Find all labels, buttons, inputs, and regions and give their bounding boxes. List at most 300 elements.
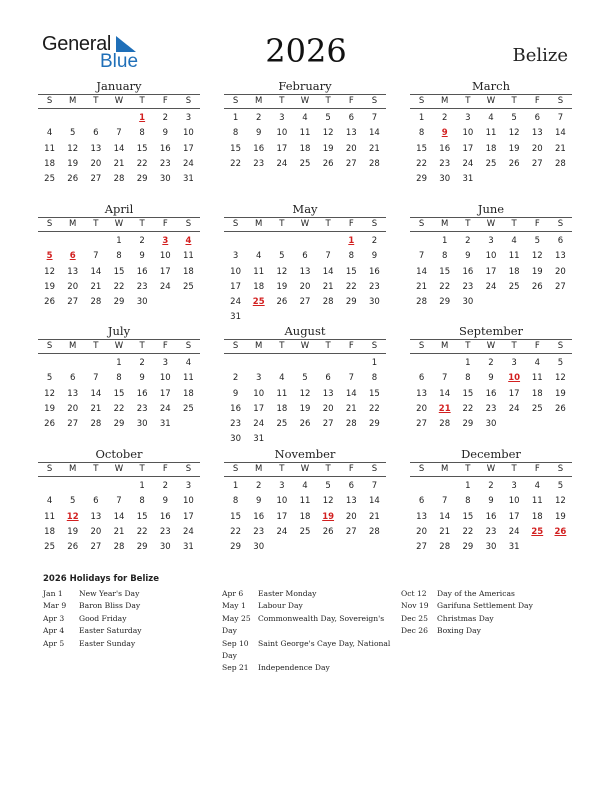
holiday-name: New Year's Day [79, 589, 140, 598]
day-cell: 25 [44, 174, 55, 185]
day-cell: 21 [322, 281, 334, 292]
holiday-name: Easter Sunday [79, 638, 136, 648]
day-cell: 30 [485, 419, 497, 430]
day-cell: 16 [253, 511, 265, 522]
day-cell: 21 [416, 281, 427, 292]
month-title: July [107, 324, 131, 338]
day-cell: 31 [159, 419, 171, 430]
holiday-date: Apr 4 [43, 626, 65, 636]
day-grid [410, 354, 572, 432]
holiday-column [43, 588, 213, 650]
day-cell: 5 [534, 236, 540, 246]
day-cell: 3 [162, 358, 168, 368]
day-cell: 8 [371, 373, 378, 384]
weekday-header: T [465, 219, 471, 229]
day-cell: 24 [276, 526, 288, 537]
holiday-column [222, 588, 394, 675]
day-cell: 19 [555, 511, 566, 522]
day-cell: 7 [93, 251, 99, 262]
day-cell: 25 [44, 542, 55, 553]
day-cell: 24 [159, 403, 171, 414]
day-cell: 15 [462, 388, 474, 399]
day-cell: 20 [299, 281, 311, 292]
day-cell: 3 [256, 373, 262, 384]
day-cell: 22 [230, 526, 241, 537]
day-cell: 17 [183, 143, 194, 154]
day-cell: 24 [183, 158, 194, 169]
day-cell: 12 [67, 143, 79, 154]
weekday-header-row [38, 217, 200, 232]
day-cell: 11 [276, 388, 288, 399]
day-cell: 19 [555, 388, 566, 399]
day-cell: 6 [325, 373, 331, 384]
day-cell: 5 [46, 373, 53, 384]
day-empty [317, 356, 340, 371]
day-cell: 26 [322, 158, 334, 169]
weekday-header-row [410, 339, 572, 354]
day-cell: 21 [345, 403, 357, 414]
holiday-name: Baron Bliss Day [79, 601, 141, 611]
day-cell: 17 [508, 511, 520, 522]
weekday-header: F [534, 341, 540, 351]
day-cell: 2 [162, 481, 168, 491]
day-cell: 18 [485, 143, 497, 154]
day-cell: 14 [439, 388, 451, 399]
day-cell: 30 [159, 174, 171, 185]
day-cell: 11 [183, 251, 194, 262]
holiday-item [401, 588, 571, 600]
day-cell: 6 [534, 113, 540, 123]
weekday-header: S [46, 219, 53, 229]
day-cell: 15 [230, 143, 241, 154]
weekday-header: W [114, 341, 124, 351]
day-holiday: 21 [438, 403, 451, 414]
day-cell: 4 [511, 236, 517, 246]
day-empty [433, 479, 456, 494]
day-cell: 15 [416, 143, 427, 154]
day-cell: 1 [139, 481, 145, 491]
day-cell: 14 [369, 128, 380, 139]
weekday-header-row [410, 217, 572, 232]
day-cell: 30 [462, 297, 474, 308]
day-cell: 21 [90, 403, 102, 414]
weekday-header: W [114, 96, 124, 106]
day-cell: 5 [70, 496, 76, 507]
day-cell: 19 [276, 281, 288, 292]
weekday-header: T [279, 96, 285, 106]
day-cell: 29 [439, 297, 451, 308]
day-cell: 27 [416, 419, 427, 430]
weekday-header: T [465, 464, 471, 474]
day-cell: 22 [439, 281, 451, 292]
day-cell: 29 [136, 542, 148, 553]
holiday-item [222, 638, 394, 663]
day-cell: 8 [232, 496, 239, 507]
day-cell: 17 [183, 511, 194, 522]
day-cell: 12 [555, 373, 566, 384]
day-cell: 7 [442, 496, 448, 507]
day-cell: 27 [555, 281, 566, 292]
day-cell: 30 [485, 542, 497, 553]
day-cell: 13 [322, 388, 334, 399]
weekday-header: M [441, 464, 449, 474]
day-cell: 20 [345, 143, 357, 154]
day-cell: 18 [44, 158, 55, 169]
day-cell: 22 [113, 403, 125, 414]
day-cell: 23 [485, 403, 497, 414]
day-cell: 22 [113, 281, 125, 292]
weekday-header: T [465, 96, 471, 106]
weekday-header: S [185, 219, 192, 229]
day-empty [84, 234, 107, 249]
day-empty [61, 479, 84, 494]
day-cell: 8 [116, 373, 122, 384]
day-cell: 21 [439, 526, 451, 537]
month-may [224, 202, 386, 326]
day-cell: 14 [113, 143, 125, 154]
holiday-item [43, 625, 213, 637]
day-cell: 24 [485, 281, 497, 292]
day-cell: 1 [371, 358, 378, 368]
day-cell: 16 [136, 388, 148, 399]
weekday-header: M [69, 341, 77, 351]
day-cell: 29 [345, 297, 357, 308]
day-empty [38, 234, 61, 249]
weekday-header: M [69, 219, 77, 229]
day-cell: 11 [485, 128, 497, 139]
day-cell: 26 [44, 297, 55, 308]
day-cell: 10 [462, 128, 474, 139]
day-cell: 6 [557, 236, 564, 246]
day-empty [84, 479, 107, 494]
day-cell: 18 [253, 281, 265, 292]
weekday-header: F [348, 96, 354, 106]
weekday-header: W [114, 464, 124, 474]
day-cell: 15 [369, 388, 380, 399]
day-cell: 28 [113, 174, 125, 185]
weekday-header: S [232, 219, 239, 229]
day-cell: 11 [531, 496, 543, 507]
day-cell: 10 [276, 128, 288, 139]
day-cell: 26 [555, 403, 566, 414]
day-cell: 3 [488, 236, 494, 246]
day-empty [270, 356, 293, 371]
weekday-header-row [224, 217, 386, 232]
day-cell: 22 [136, 158, 148, 169]
day-cell: 7 [557, 113, 564, 123]
day-cell: 15 [136, 511, 148, 522]
weekday-header: W [300, 464, 310, 474]
day-grid [38, 354, 200, 432]
month-title: April [104, 202, 134, 216]
day-cell: 27 [90, 174, 102, 185]
holiday-date: Sep 10 [222, 638, 249, 648]
day-cell: 8 [232, 128, 239, 139]
weekday-header: S [557, 341, 564, 351]
day-empty [61, 356, 84, 371]
day-cell: 14 [555, 128, 566, 139]
day-cell: 1 [465, 481, 471, 491]
weekday-header-row [224, 94, 386, 109]
day-cell: 20 [531, 143, 543, 154]
holiday-item [401, 613, 571, 625]
day-cell: 5 [511, 113, 517, 123]
day-cell: 24 [230, 297, 241, 308]
month-title: January [96, 79, 142, 93]
day-cell: 9 [162, 128, 168, 139]
day-cell: 21 [369, 511, 380, 522]
day-cell: 4 [534, 481, 540, 491]
day-holiday: 25 [531, 526, 544, 537]
day-holiday: 1 [139, 113, 146, 123]
holiday-item [43, 638, 213, 650]
weekday-header: M [255, 96, 263, 106]
day-cell: 28 [416, 297, 427, 308]
day-cell: 3 [185, 113, 192, 123]
day-cell: 4 [46, 128, 53, 139]
weekday-header: T [93, 341, 99, 351]
day-cell: 21 [90, 281, 102, 292]
day-cell: 23 [485, 526, 497, 537]
weekday-header-row [38, 462, 200, 477]
day-cell: 30 [159, 542, 171, 553]
day-cell: 8 [348, 251, 354, 262]
day-empty [107, 111, 130, 126]
day-cell: 31 [230, 312, 241, 323]
day-cell: 9 [488, 496, 494, 507]
day-empty [38, 479, 61, 494]
day-cell: 2 [139, 358, 145, 368]
day-empty [247, 234, 270, 249]
weekday-header: F [348, 464, 354, 474]
day-cell: 25 [299, 158, 311, 169]
holiday-item [43, 600, 213, 612]
day-cell: 16 [485, 388, 497, 399]
day-cell: 19 [322, 143, 334, 154]
day-cell: 5 [325, 481, 331, 491]
weekday-header: M [441, 341, 449, 351]
day-cell: 3 [511, 358, 517, 368]
month-title: August [284, 324, 326, 338]
day-cell: 29 [416, 174, 427, 185]
month-title: March [472, 79, 510, 93]
day-cell: 16 [485, 511, 497, 522]
day-cell: 3 [279, 113, 285, 123]
holiday-name: Garifuna Settlement Day [437, 601, 533, 611]
holiday-date: Apr 6 [222, 589, 244, 598]
day-cell: 27 [67, 297, 79, 308]
day-cell: 5 [279, 251, 285, 262]
day-cell: 4 [488, 113, 494, 123]
weekday-header: F [534, 464, 540, 474]
day-cell: 15 [345, 266, 357, 277]
day-empty [224, 234, 247, 249]
day-grid [38, 477, 200, 555]
day-cell: 12 [299, 388, 311, 399]
day-cell: 1 [465, 358, 471, 368]
weekday-header: M [255, 464, 263, 474]
holiday-date: May 1 [222, 601, 246, 611]
day-cell: 23 [462, 281, 474, 292]
day-cell: 22 [462, 403, 474, 414]
day-cell: 12 [322, 128, 334, 139]
country-name: Belize [512, 45, 568, 66]
day-cell: 14 [439, 511, 451, 522]
day-cell: 22 [462, 526, 474, 537]
day-cell: 23 [159, 158, 171, 169]
day-cell: 3 [279, 481, 285, 491]
day-cell: 26 [531, 281, 543, 292]
holiday-item [222, 613, 394, 638]
weekday-header: T [325, 96, 331, 106]
day-cell: 2 [162, 113, 168, 123]
day-cell: 11 [44, 511, 55, 522]
weekday-header: W [486, 219, 496, 229]
day-cell: 11 [183, 373, 194, 384]
day-cell: 12 [276, 266, 288, 277]
day-cell: 21 [113, 526, 125, 537]
day-empty [38, 111, 61, 126]
brand-blue-text: Blue [100, 51, 139, 72]
holiday-name: Labour Day [258, 601, 303, 611]
holiday-date: Dec 25 [401, 613, 428, 623]
day-cell: 13 [345, 496, 357, 507]
weekday-header-row [38, 339, 200, 354]
day-cell: 6 [302, 251, 308, 262]
day-cell: 30 [136, 419, 148, 430]
weekday-header: T [279, 219, 285, 229]
day-cell: 8 [116, 251, 122, 262]
day-cell: 20 [90, 526, 102, 537]
day-cell: 6 [93, 128, 99, 139]
day-cell: 13 [90, 143, 102, 154]
day-cell: 8 [465, 496, 471, 507]
day-cell: 27 [299, 297, 311, 308]
holiday-item [222, 600, 394, 612]
day-cell: 31 [253, 434, 265, 445]
day-cell: 28 [113, 542, 125, 553]
day-cell: 16 [136, 266, 148, 277]
day-cell: 31 [183, 174, 194, 185]
day-cell: 28 [90, 419, 102, 430]
day-cell: 19 [508, 143, 520, 154]
day-cell: 11 [253, 266, 265, 277]
day-grid [224, 109, 386, 172]
day-cell: 24 [183, 526, 194, 537]
day-cell: 25 [183, 403, 194, 414]
day-cell: 17 [159, 266, 171, 277]
day-cell: 29 [113, 297, 125, 308]
holiday-date: Jan 1 [43, 589, 63, 598]
day-empty [61, 111, 84, 126]
month-april [38, 202, 200, 310]
day-cell: 26 [67, 542, 79, 553]
month-title: November [274, 447, 336, 461]
day-cell: 11 [531, 373, 543, 384]
day-empty [410, 356, 433, 371]
day-cell: 2 [442, 113, 448, 123]
holiday-item [222, 588, 394, 600]
day-cell: 23 [253, 526, 265, 537]
day-cell: 20 [345, 511, 357, 522]
day-cell: 31 [508, 542, 520, 553]
day-cell: 19 [67, 526, 79, 537]
day-cell: 3 [465, 113, 471, 123]
holiday-date: Mar 9 [43, 601, 67, 611]
day-cell: 19 [67, 158, 79, 169]
day-cell: 26 [299, 419, 311, 430]
holiday-date: Nov 19 [401, 601, 429, 611]
weekday-header: F [162, 464, 168, 474]
day-cell: 6 [418, 373, 425, 384]
weekday-header: W [114, 219, 124, 229]
day-cell: 24 [462, 158, 474, 169]
holiday-date: Sep 21 [222, 663, 249, 673]
weekday-header: T [511, 219, 517, 229]
day-cell: 2 [371, 236, 378, 246]
weekday-header: T [511, 341, 517, 351]
holiday-name: Good Friday [79, 613, 127, 623]
holiday-item [43, 588, 213, 600]
weekday-header: M [255, 219, 263, 229]
weekday-header: T [465, 341, 471, 351]
holiday-item [43, 613, 213, 625]
day-cell: 13 [299, 266, 311, 277]
day-cell: 28 [369, 526, 380, 537]
day-cell: 29 [462, 419, 474, 430]
day-cell: 13 [67, 388, 79, 399]
day-cell: 12 [44, 266, 55, 277]
weekday-header: T [93, 464, 99, 474]
day-cell: 9 [139, 373, 145, 384]
day-cell: 15 [136, 143, 148, 154]
weekday-header: S [371, 341, 378, 351]
holiday-date: Dec 26 [401, 626, 428, 636]
day-cell: 5 [557, 481, 564, 491]
day-cell: 14 [113, 511, 125, 522]
weekday-header: M [69, 96, 77, 106]
day-cell: 1 [116, 358, 122, 368]
day-cell: 3 [185, 481, 192, 491]
day-cell: 5 [557, 358, 564, 368]
day-cell: 31 [462, 174, 474, 185]
day-cell: 3 [511, 481, 517, 491]
month-june [410, 202, 572, 310]
day-cell: 14 [90, 388, 102, 399]
weekday-header: F [162, 219, 168, 229]
weekday-header: S [557, 96, 564, 106]
day-cell: 1 [442, 236, 448, 246]
day-cell: 28 [439, 542, 451, 553]
day-cell: 30 [369, 297, 380, 308]
day-cell: 9 [232, 388, 239, 399]
day-cell: 12 [508, 128, 520, 139]
weekday-header-row [224, 462, 386, 477]
holiday-name: Easter Monday [258, 589, 317, 598]
weekday-header: W [300, 219, 310, 229]
day-cell: 20 [416, 526, 427, 537]
day-cell: 28 [345, 419, 357, 430]
month-title: February [278, 79, 332, 93]
weekday-header: T [325, 341, 331, 351]
day-empty [84, 356, 107, 371]
day-cell: 24 [508, 403, 520, 414]
day-empty [38, 356, 61, 371]
day-cell: 1 [232, 113, 239, 123]
day-cell: 7 [371, 113, 378, 123]
day-cell: 10 [276, 496, 288, 507]
day-cell: 9 [256, 496, 262, 507]
